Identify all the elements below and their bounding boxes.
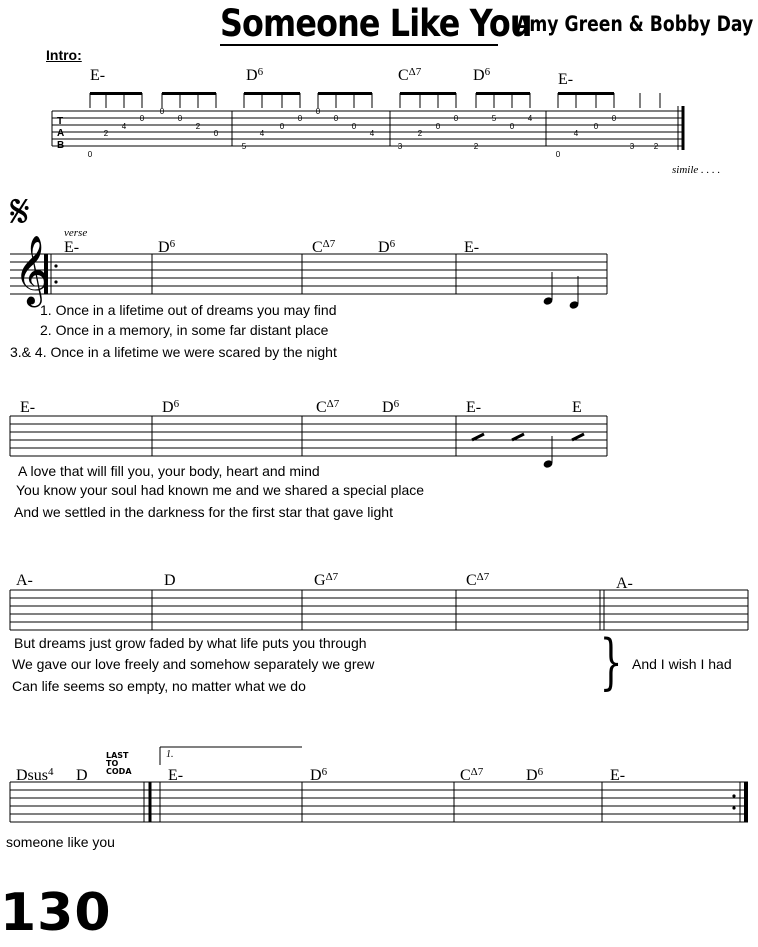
brace-lyric: And I wish I had xyxy=(632,656,732,672)
first-ending-label: 1. xyxy=(166,749,174,760)
chord-symbol: D xyxy=(164,572,176,589)
fret-number: 0 xyxy=(333,114,339,123)
song-title: Someone Like You xyxy=(220,2,532,45)
fret-number: 2 xyxy=(195,122,201,131)
treble-clef-icon: 𝄞 xyxy=(14,235,50,305)
chord-symbol: E xyxy=(572,399,582,416)
fret-number: 2 xyxy=(653,142,659,151)
chord-symbol: E- xyxy=(20,399,36,416)
fret-number: 5 xyxy=(491,114,497,123)
chord-symbol: $D^6$ xyxy=(378,238,396,256)
fret-number: 0 xyxy=(351,122,357,131)
segno-icon: 𝄋 xyxy=(10,184,30,238)
simile-marking: simile . . . . xyxy=(672,164,721,176)
intro-chord: $D^6$ xyxy=(473,66,491,84)
notes-system-2 xyxy=(543,436,553,468)
chord-symbol: $G^{\Delta 7}$ xyxy=(314,571,339,589)
staff-system-3 xyxy=(10,590,748,630)
lyric-line: And we settled in the darkness for the first star that gave light xyxy=(14,504,393,520)
fret-number: 0 xyxy=(159,107,165,116)
coda-line: CODA xyxy=(106,767,132,776)
lyric-line: 2. Once in a memory, in some far distant place xyxy=(40,322,329,338)
tab-letter: T xyxy=(57,116,64,127)
fret-number: 0 xyxy=(279,122,285,131)
tab-clef xyxy=(57,116,64,151)
staff-system-4 xyxy=(10,782,748,822)
tab-letter: A xyxy=(57,128,65,139)
lyric-line: We gave our love freely and somehow separately we grew xyxy=(12,656,375,672)
verse-label: verse xyxy=(64,227,88,239)
fret-number: 0 xyxy=(509,122,515,131)
coda-line: LAST xyxy=(106,751,129,760)
end-repeat-dots xyxy=(732,794,735,809)
intro-fret-numbers xyxy=(88,107,659,159)
chord-symbol: A- xyxy=(616,575,633,592)
fret-number: 0 xyxy=(315,107,321,116)
fret-number: 0 xyxy=(213,129,219,138)
fret-number: 0 xyxy=(611,114,617,123)
chord-symbol: E- xyxy=(610,767,626,784)
intro-label: Intro: xyxy=(46,47,82,63)
intro-chord: $D^6$ xyxy=(246,66,264,84)
fret-number: 2 xyxy=(473,142,479,151)
repeat-dots xyxy=(54,264,57,283)
lyric-line: A love that will fill you, your body, heart and mind xyxy=(18,463,320,479)
chord-symbol: E- xyxy=(466,399,482,416)
intro-chord: E- xyxy=(90,67,106,84)
lyric-line: 1. Once in a lifetime out of dreams you may find xyxy=(40,302,337,318)
chord-symbol: $C^{\Delta 7}$ xyxy=(312,238,336,256)
intro-stems xyxy=(90,93,660,108)
fret-number: 4 xyxy=(259,129,265,138)
lyric-line: someone like you xyxy=(6,834,115,850)
fret-number: 4 xyxy=(527,114,533,123)
chord-symbol: A- xyxy=(16,572,33,589)
chord-symbol: $D^6$ xyxy=(382,398,400,416)
fret-number: 4 xyxy=(369,129,375,138)
chord-symbol: Dsus$^4$ xyxy=(16,766,54,784)
chord-symbol: E- xyxy=(168,767,184,784)
lyric-line: Can life seems so empty, no matter what we do xyxy=(12,678,306,694)
chord-symbol: E- xyxy=(64,239,80,256)
chord-symbol: D xyxy=(76,767,88,784)
fret-number: 0 xyxy=(177,114,183,123)
chord-symbol: $D^6$ xyxy=(162,398,180,416)
lyric-line: You know your soul had known me and we shared a special place xyxy=(16,482,425,498)
chord-symbol: $D^6$ xyxy=(526,766,544,784)
page-number: 130 xyxy=(0,883,112,943)
fret-number: 0 xyxy=(593,122,599,131)
intro-chord: $C^{\Delta 7}$ xyxy=(398,66,422,84)
chord-symbol: $C^{\Delta 7}$ xyxy=(316,398,340,416)
fret-number: 0 xyxy=(453,114,459,123)
coda-line: TO xyxy=(106,759,119,768)
fret-number: 0 xyxy=(139,114,145,123)
intro-beams xyxy=(90,92,614,95)
lyric-line: 3.& 4. Once in a lifetime we were scared by the night xyxy=(10,344,337,360)
chord-symbol: $D^6$ xyxy=(158,238,176,256)
brace-icon: } xyxy=(599,627,623,697)
fret-number: 0 xyxy=(297,114,303,123)
fret-number: 4 xyxy=(121,122,127,131)
first-ending-bracket xyxy=(160,747,302,765)
fret-number: 3 xyxy=(397,142,403,151)
chord-symbol: $D^6$ xyxy=(310,766,328,784)
lyric-line: But dreams just grow faded by what life puts you through xyxy=(14,635,367,651)
song-authors: Amy Green & Bobby Day xyxy=(516,12,754,36)
fret-number: 2 xyxy=(417,129,423,138)
fret-number: 0 xyxy=(87,150,93,159)
slash-notes xyxy=(472,434,584,440)
fret-number: 0 xyxy=(435,122,441,131)
intro-chord: E- xyxy=(558,71,574,88)
chord-symbol: E- xyxy=(464,239,480,256)
staff-system-1 xyxy=(10,254,607,294)
fret-number: 0 xyxy=(555,150,561,159)
fret-number: 3 xyxy=(629,142,635,151)
chord-symbol: $C^{\Delta 7}$ xyxy=(460,766,484,784)
fret-number: 2 xyxy=(103,129,109,138)
fret-number: 5 xyxy=(241,142,247,151)
fret-number: 4 xyxy=(573,129,579,138)
chord-symbol: $C^{\Delta 7}$ xyxy=(466,571,490,589)
tab-letter: B xyxy=(57,140,65,151)
intro-tab-staff xyxy=(52,106,683,150)
